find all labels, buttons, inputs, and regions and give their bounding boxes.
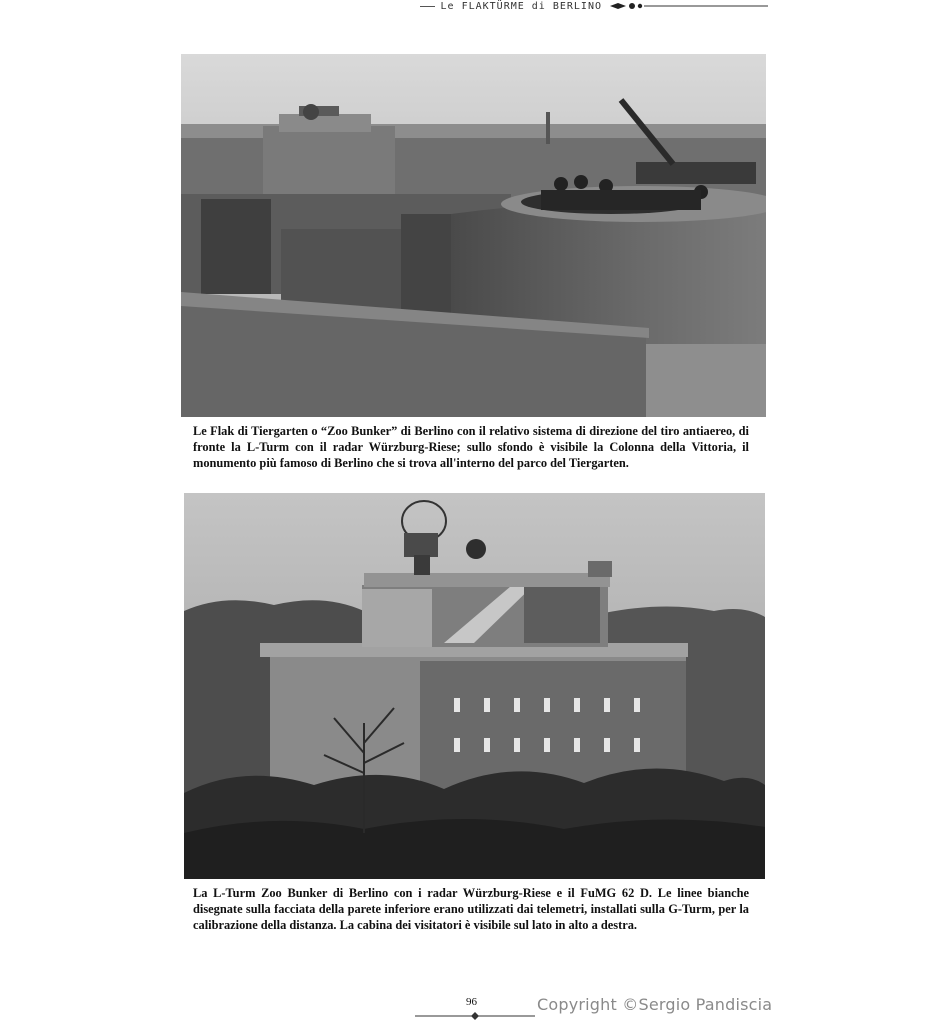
- header-ornament: [610, 1, 770, 11]
- header-title: Le FLAKTÜRME di BERLINO: [440, 0, 602, 12]
- header-rule-left: [420, 6, 435, 7]
- photo-l-turm-zoo-bunker: [184, 493, 765, 879]
- copyright-notice: Copyright ©Sergio Pandiscia: [537, 995, 773, 1014]
- page-number: 96: [466, 996, 477, 1008]
- photo-zoo-bunker-flak-platform: [181, 54, 766, 417]
- caption-photo-2: La L-Turm Zoo Bunker di Berlino con i radar Würzburg-Riese e il FuMG 62 D. Le linee bianche disegnate sulla facciata della parete inferiore erano utilizzati dai telemetri, installati sulla G-Turm, per la calibrazione della distanza. La cabina dei visitatori è visibile sul lato in alto a destra.: [193, 886, 749, 932]
- running-header: [420, 0, 770, 12]
- caption-photo-1: Le Flak di Tiergarten o “Zoo Bunker” di Berlino con il relativo sistema di direzione del tiro antiaereo, di fronte la L-Turm con il radar Würzburg-Riese; sullo sfondo è visibile la Colonna della Vittoria, il monumento più famoso di Berlino che si trova all'interno del parco del Tiergarten.: [193, 424, 749, 470]
- footer-ornament: [415, 1012, 535, 1020]
